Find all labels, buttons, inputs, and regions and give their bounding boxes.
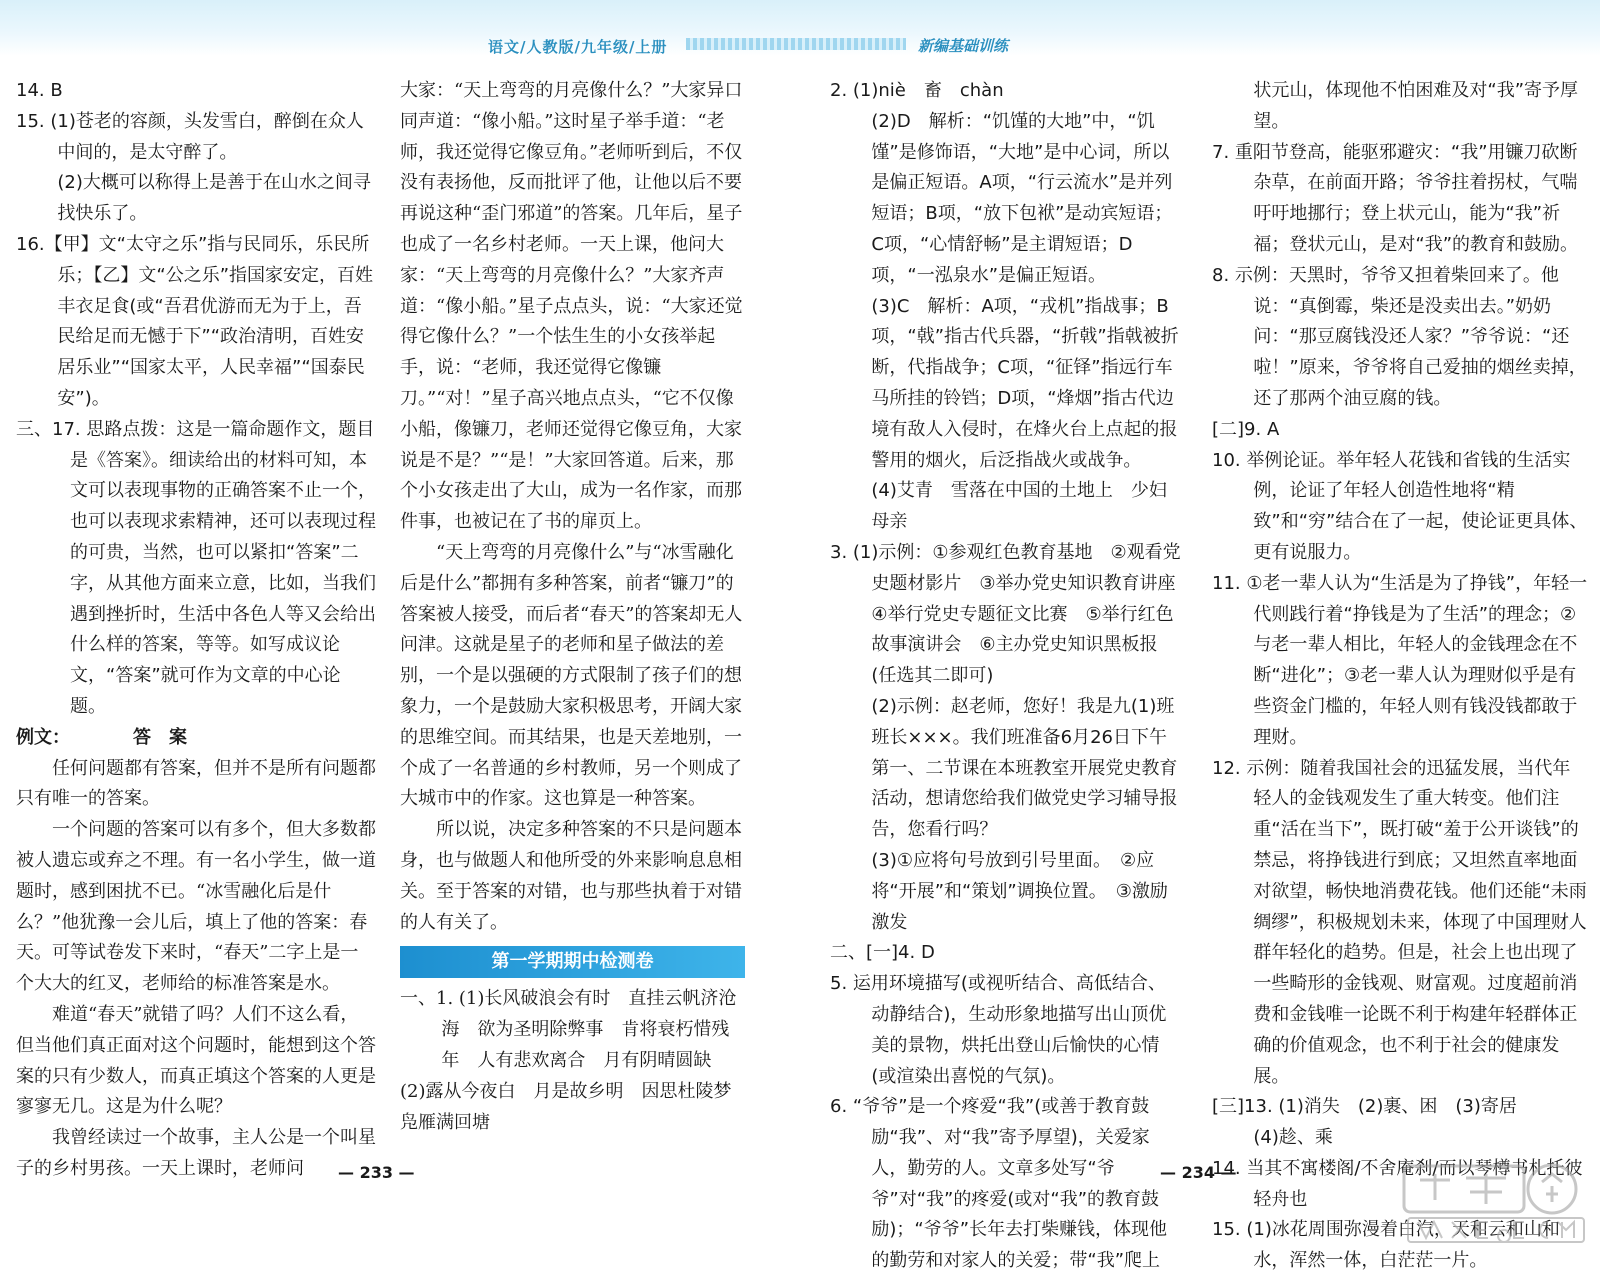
answer-paragraph: 11. ①老一辈人认为“生活是为了挣钱”，年轻一代则践行着“挣钱是为了生活”的理念；②与老一辈人相比，年轻人的金钱理念在不断“进化”；③老一辈人认为理财似乎是有些资金门槛的，年轻人则有钱没钱都敢于理财。 (1212, 572, 1588, 748)
answer-paragraph: 一、1. (1)长风破浪会有时 直挂云帆济沧海 欲为圣明除弊事 肯将衰朽惜残年 人有悲欢离合 月有阴晴圆缺 (400, 988, 737, 1071)
answer-paragraph: 难道“春天”就错了吗？人们不这么看，但当他们真正面对这个问题时，能想到这个答案的只有少数人，而真正填这个答案的人更是寥寥无几。这是为什么呢？ (16, 1003, 376, 1118)
answer-paragraph: 6. “爷爷”是一个疼爱“我”(或善于教育鼓励“我”、对“我”寄予厚望)，关爱家人，勤劳的人。文章多处写“爷爷”对“我”的疼爱(或对“我”的教育鼓励)；“爷爷”长年去打柴赚钱，体现他的勤劳和对家人的关爱；带“我”爬上 (830, 1096, 1168, 1272)
answer-paragraph: 三、17. 思路点拨：这是一篇命题作文，题目是《答案》。细读给出的材料可知，本文可以表现事物的正确答案不止一个，也可以表现求索精神，还可以表现过程的可贵，当然，也可以紧扣“答案”二字，从其他方面来立意，比如，当我们遇到挫折时，生活中各色人等又会给出什么样的答案，等等。如写成议论文，“答案”就可作为文章的中心论题。 (16, 418, 376, 717)
book-brand: 新编基础训练 (918, 37, 1009, 55)
decorative-stripe (686, 38, 906, 50)
answer-paragraph: 15. (1)苍老的容颜，头发雪白，醉倒在众人中间的，是太守醉了。 (16, 110, 364, 163)
page-number-left: — 233 — (338, 1163, 415, 1182)
answer-paragraph: 我曾经读过一个故事，主人公是一个叫星子的乡村男孩。一天上课时，老师问 (16, 1127, 376, 1179)
answer-paragraph: [三]13. (1)消失 (2)裹、困 (3)寄居 (1212, 1096, 1517, 1118)
answer-paragraph: (4)趁、乘 (1253, 1127, 1333, 1149)
answer-paragraph: (2)露从今夜白 月是故乡明 因思杜陵梦 凫雁满回塘 (400, 1080, 750, 1133)
watermark-logo (1400, 1160, 1590, 1246)
section-banner: 第一学期期中检测卷 (400, 946, 745, 978)
answer-paragraph: 5. 运用环境描写(或视听结合、高低结合、动静结合)，生动形象地描写出山顶优美的景物，烘托出登山后愉快的心情(或渲染出喜悦的气氛)。 (830, 973, 1167, 1087)
page-number-right: — 234 — (1160, 1163, 1237, 1182)
answer-paragraph: (3)C 解析：A项，“戎机”指战事；B项，“戟”指古代兵器，“折戟”指戟被折断，代指战争；C项，“征铎”指远行车马所挂的铃铛；D项，“烽烟”指古代边境有敌人入侵时，在烽火台上点起的报警用的烟火，后泛指战火或战争。 (871, 295, 1179, 471)
answer-paragraph: 8. 示例：天黑时，爷爷又担着柴回来了。他说：“真倒霉，柴还是没卖出去。”奶奶问：“那豆腐钱没还人家？”爷爷说：“还啦！”原来，爷爷将自己爱抽的烟丝卖掉，还了那两个油豆腐的钱。 (1212, 264, 1587, 409)
answer-paragraph: 16.【甲】文“太守之乐”指与民同乐，乐民所乐；【乙】文“公之乐”指国家安定，百姓丰衣足食(或“吾君优游而无为于上，吾民给足而无憾于下”“政治清明，百姓安居乐业”“国家太平，人民幸福”“国泰民安”)。 (16, 233, 374, 409)
answer-paragraph: 14. B (16, 80, 63, 101)
answer-paragraph: [二]9. A (1212, 418, 1280, 440)
subject-label: 语文/人教版/九年级/上册 (488, 38, 668, 56)
page-header (0, 0, 1600, 56)
answer-paragraph: 2. (1)niè 畜 chàn (830, 80, 1004, 101)
answer-paragraph: 状元山，体现他不怕困难及对“我”寄予厚望。 (1253, 80, 1579, 132)
answer-paragraph: 10. 举例论证。举年轻人花钱和省钱的生活实例，论证了年轻人创造性地将“精致”和“穷”结合在了一起，使论证更具体、更有说服力。 (1212, 449, 1588, 563)
answer-paragraph: 二、[一]4. D (830, 942, 935, 964)
answer-column-1 (16, 76, 376, 1179)
answer-column-2 (400, 76, 750, 1136)
answer-paragraph: 12. 示例：随着我国社会的迅猛发展，当代年轻人的金钱观发生了重大转变。他们注重“活在当下”，既打破“羞于公开谈钱”的禁忌，将挣钱进行到底；又坦然直率地面对欲望，畅快地消费花钱。他们还能“未雨绸缪”，积极规划未来，体现了中国理财人群年轻化的趋势。但是，社会上也出现了一些畸形的金钱观、财富观。过度超前消费和金钱唯一论既不利于构建年轻群体正确的价值观念，也不利于社会的健康发展。 (1212, 757, 1587, 1087)
answer-paragraph: 15. (1)冰花周围弥漫着白汽，天和云和山和水，浑然一体，白茫茫一片。 (1212, 1219, 1560, 1272)
answer-paragraph: (2)D 解析：“饥馑的大地”中，“饥馑”是修饰语，“大地”是中心词，所以是偏正短语。A项，“行云流水”是并列短语；B项，“放下包袱”是动宾短语；C项，“心情舒畅”是主谓短语；D项，“一泓泉水”是偏正短语。 (871, 110, 1173, 286)
answer-paragraph: (2)大概可以称得上是善于在山水之间寻找快乐了。 (57, 172, 371, 225)
answer-paragraph: “天上弯弯的月亮像什么”与“冰雪融化后是什么”都拥有多种答案，前者“镰刀”的答案被人接受，而后者“春天”的答案却无人问津。这就是星子的老师和星子做法的差别，一个是以强硬的方式限制了孩子们的想象力，一个是鼓励大家积极思考，开阔大家的思维空间。而其结果，也是天差地别，一个成了一名普通的乡村教师，另一个则成了大城市中的作家。这也算是一种答案。 (400, 541, 743, 810)
essay-continuation (400, 76, 745, 938)
answer-paragraph: 3. (1)示例：①参观红色教育基地 ②观看党史题材影片 ③举办党史知识教育讲座 ④举行党史专题征文比赛 ⑤举行红色故事演讲会 ⑥主办党史知识黑板报(任选其二即可) (830, 541, 1194, 687)
answer-paragraph: 7. 重阳节登高，能驱邪避灾：“我”用镰刀砍断杂草，在前面开路；爷爷拄着拐杖，气喘吁吁地挪行；登上状元山，能为“我”祈福；登状元山，是对“我”的教育和鼓励。 (1212, 141, 1579, 255)
answer-column-3 (830, 76, 1194, 1272)
answer-column-4 (1212, 76, 1588, 1272)
answer-paragraph: 大家：“天上弯弯的月亮像什么？”大家异口同声道：“像小船。”这时星子举手道：“老师，我还觉得它像豆角。”老师听到后，不仅没有表扬他，反而批评了他，让他以后不要再说这种“歪门邪道”的答案。几年后，星子也成了一名乡村老师。一天上课，他问大家：“天上弯弯的月亮像什么？”大家齐声道：“像小船。”星子点点头，说：“大家还觉得它像什么？”一个怯生生的小女孩举起手，说：“老师，我还觉得它像镰刀。”“对！”星子高兴地点点头，“它不仅像小船，像镰刀，老师还觉得它像豆角，大家说是不是？”“是！”大家回答道。后来，那个小女孩走出了大山，成为一名作家，而那件事，也被记在了书的扉页上。 (400, 80, 743, 533)
answer-paragraph: 任何问题都有答案，但并不是所有问题都只有唯一的答案。 (16, 757, 376, 810)
midterm-answers (400, 984, 750, 1138)
answer-paragraph: (3)①应将句号放到引号里面。 ②应将“开展”和“策划”调换位置。 ③激励 激发 (871, 849, 1186, 933)
answer-paragraph: 例文： 答 案 (16, 726, 187, 748)
answer-paragraph: (4)艾青 雪落在中国的土地上 少妇 母亲 (871, 480, 1185, 533)
answer-paragraph: 14. 当其不寓楼阁/不舍庵刹/而以琴樽书札托彼轻舟也 (1212, 1157, 1583, 1210)
answer-paragraph: (2)示例：赵老师，您好！我是九(1)班班长×××。我们班准备6月26日下午第一、二节课在本班教室开展党史教育活动，想请您给我们做党史学习辅导报告，您看行吗？ (871, 695, 1178, 841)
answer-paragraph: 所以说，决定多种答案的不只是问题本身，也与做题人和他所受的外来影响息息相关。至于答案的对错，也与那些执着于对错的人有关了。 (400, 819, 742, 933)
answer-paragraph: 一个问题的答案可以有多个，但大多数都被人遗忘或弃之不理。有一名小学生，做一道题时，感到困扰不已。“冰雪融化后是什么？”他犹豫一会儿后，填上了他的答案：春天。可等试卷发下来时，“春天”二字上是一个大大的红叉，老师给的标准答案是水。 (16, 819, 376, 995)
